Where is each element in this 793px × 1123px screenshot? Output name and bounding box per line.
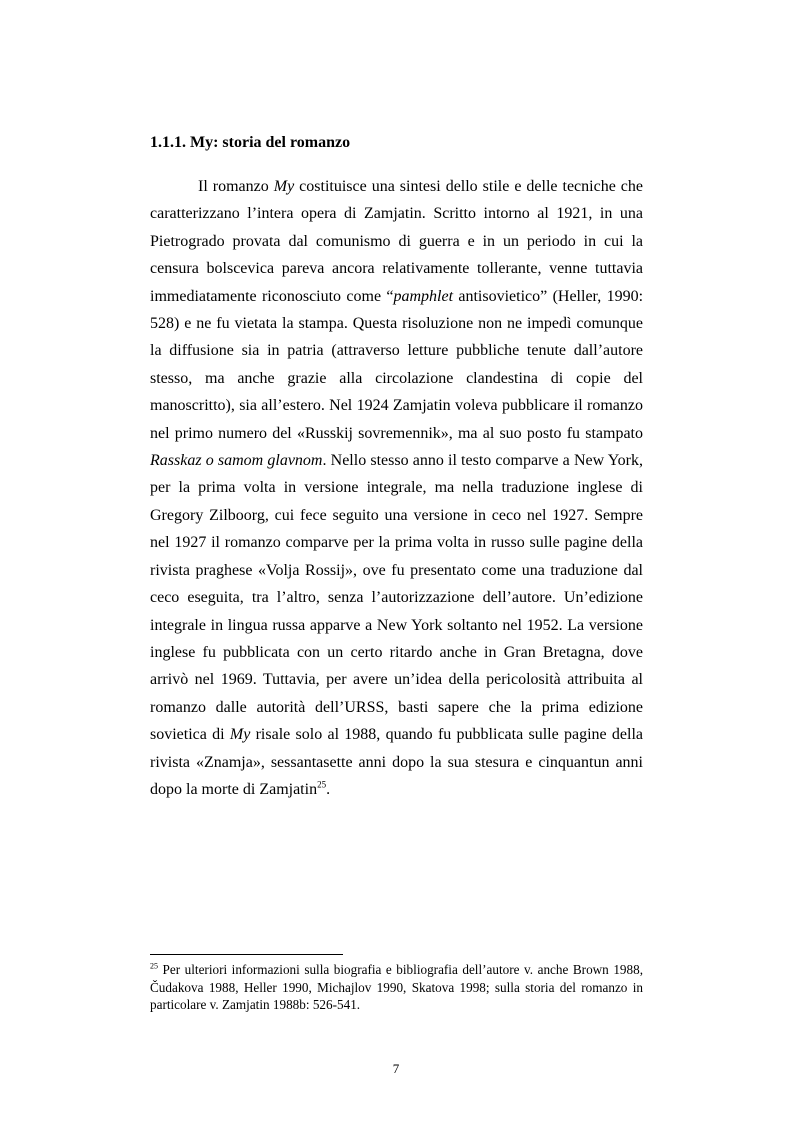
- paragraph-segment-6: .: [326, 780, 331, 798]
- novel-title-my-second: My: [229, 726, 251, 744]
- page-number: 7: [392, 1061, 400, 1076]
- footnote-reference[interactable]: 25: [317, 779, 327, 790]
- paragraph-segment-1: Il romanzo: [198, 178, 274, 195]
- footnote-marker: 25: [150, 961, 158, 971]
- pamphlet-term: pamphlet: [393, 287, 454, 305]
- paragraph-segment-4: . Nello stesso anno il testo comparve a New York, per la prima volta in versione integrale, ma nella traduzione inglese di Gregory Zilboorg, cui fece seguito una versione in ceco nel 1927. Sempre nel 1927 il romanzo comparve per la prima volta in russo sulle pagine della rivista praghese «Volja Rossij», ove fu presentato come una traduzione dal ceco eseguita, tra l’altro, senza l’autorizzazione dell’autore. Un’edizione integrale in lingua russa apparve a New York soltanto nel 1952. La versione inglese fu pubblicata con un certo ritardo anche in Gran Bretagna, dove arrivò nel 1969. Tuttavia, per avere un’idea della pericolosità attribuita al romanzo dalle autorità dell’URSS, basti sapere che la prima edizione sovietica di: [150, 452, 643, 744]
- footnote: [150, 961, 643, 1014]
- paragraph-segment-3: antisovietico” (Heller, 1990: 528) e ne fu vietata la stampa. Questa risoluzione non ne impedì comunque la diffusione sia in patria (attraverso letture pubbliche tenute dall’autore stesso, ma anche grazie alla circolazione clandestina di copie del manoscritto), sia all’estero. Nel 1924 Zamjatin voleva pubblicare il romanzo nel primo numero del «Russkij sovremennik», ma al suo posto fu stampato: [150, 287, 644, 442]
- body-paragraph: [150, 173, 643, 803]
- paragraph-segment-5: risale solo al 1988, quando fu pubblicata sulle pagine della rivista «Znamja», sessantasette anni dopo la sua stesura e cinquantun anni dopo la morte di Zamjatin: [150, 726, 643, 798]
- paragraph-segment-2: costituisce una sintesi dello stile e delle tecniche che caratterizzano l’intera opera di Zamjatin. Scritto intorno al 1921, in una Pietrogrado provata dal comunismo di guerra e in un periodo in cui la censura bolscevica pareva ancora relativamente tollerante, venne tuttavia immediatamente riconosciuto come “: [150, 178, 644, 305]
- section-heading: 1.1.1. My: storia del romanzo: [150, 134, 351, 151]
- footnote-text: Per ulteriori informazioni sulla biografia e bibliografia dell’autore v. anche Brown 1988, Čudakova 1988, Heller 1990, Michajlov 1990, Skatova 1998; sulla storia del romanzo in particolare v. Zamjatin 1988b: 526-541.: [150, 962, 643, 1013]
- story-title-rasskaz: Rasskaz o samom glavnom: [150, 452, 323, 470]
- footnote-divider: [150, 954, 343, 955]
- novel-title-my: My: [273, 178, 295, 195]
